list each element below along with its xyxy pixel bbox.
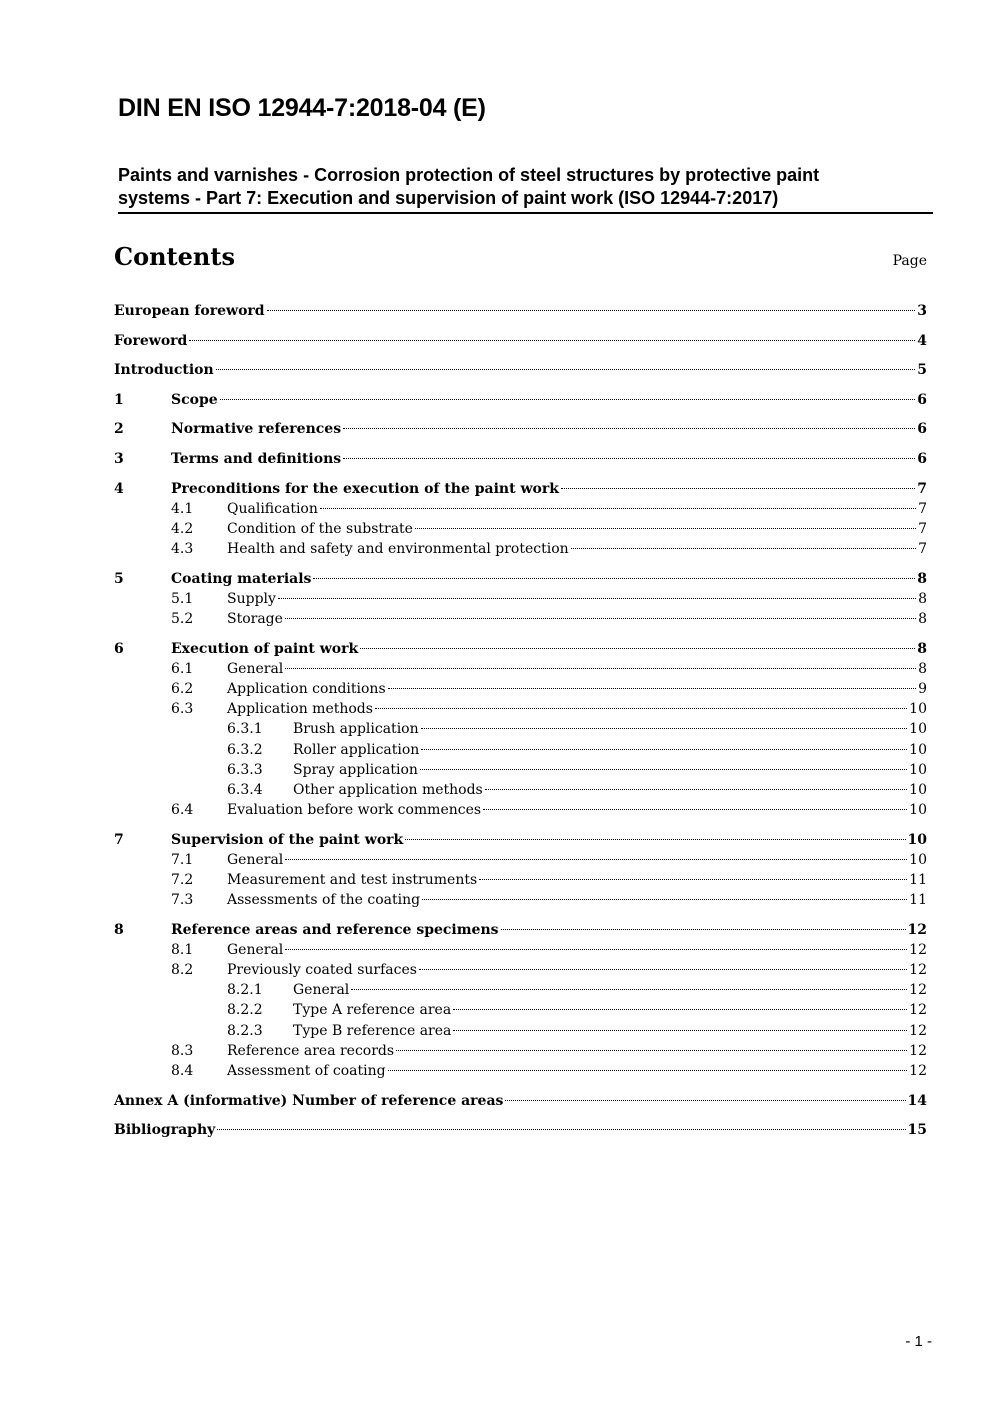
toc-entry-page: 8 — [918, 611, 927, 627]
toc-entry-page: 4 — [917, 333, 927, 349]
toc-entry[interactable] — [171, 609, 927, 629]
toc-entry-number: 3 — [114, 451, 124, 467]
toc-entry-page: 12 — [909, 962, 927, 978]
toc-entry[interactable] — [114, 360, 927, 380]
toc-entry-title: Supervision of the paint work — [171, 832, 404, 848]
toc-entry[interactable] — [171, 519, 927, 539]
toc-entry[interactable] — [114, 830, 927, 850]
toc-entry-page: 10 — [909, 701, 927, 717]
toc-entry-number: 5.1 — [171, 591, 194, 607]
toc-dot-leader — [485, 788, 907, 790]
toc-entry-page: 10 — [909, 852, 927, 868]
toc-entry-page: 7 — [918, 501, 927, 517]
toc-entry[interactable] — [227, 760, 927, 780]
toc-entry[interactable] — [171, 960, 927, 980]
toc-dot-leader — [351, 988, 907, 990]
toc-dot-leader — [422, 898, 907, 900]
toc-dot-leader — [343, 427, 915, 429]
toc-dot-leader — [420, 768, 907, 770]
toc-entry-title: Brush application — [293, 721, 419, 737]
page-number-footer: - 1 - — [905, 1333, 932, 1350]
toc-entry-title: Scope — [171, 392, 218, 408]
toc-entry-number: 2 — [114, 421, 124, 437]
toc-dot-leader — [483, 808, 907, 810]
toc-dot-leader — [388, 1069, 908, 1071]
toc-entry-number: 6.1 — [171, 661, 194, 677]
toc-entry[interactable] — [171, 539, 927, 559]
toc-entry-title: General — [227, 661, 284, 677]
toc-entry-title: Introduction — [114, 362, 214, 378]
toc-entry-title: Terms and definitions — [171, 451, 342, 467]
toc-dot-leader — [415, 527, 916, 529]
toc-entry-title: Reference areas and reference specimens — [171, 922, 499, 938]
toc-dot-leader — [285, 617, 916, 619]
toc-entry-number: 6.3.1 — [227, 721, 263, 737]
toc-entry-number: 7.3 — [171, 892, 194, 908]
toc-dot-leader — [220, 398, 916, 400]
toc-entry-page: 12 — [909, 942, 927, 958]
toc-entry[interactable] — [171, 890, 927, 910]
toc-entry-number: 8.2.1 — [227, 982, 263, 998]
toc-entry-title: Annex A (informative) Number of reference areas — [114, 1093, 504, 1109]
toc-entry-title: Health and safety and environmental protection — [227, 541, 569, 557]
toc-entry[interactable] — [171, 659, 927, 679]
toc-entry[interactable] — [171, 800, 927, 820]
toc-entry[interactable] — [227, 980, 927, 1000]
toc-entry[interactable] — [171, 870, 927, 890]
toc-entry-title: Condition of the substrate — [227, 521, 413, 537]
toc-dot-leader — [216, 368, 916, 370]
toc-entry-number: 7 — [114, 832, 124, 848]
toc-entry-number: 6 — [114, 641, 124, 657]
toc-entry-number: 6.3.2 — [227, 742, 263, 758]
toc-dot-leader — [571, 547, 916, 549]
toc-dot-leader — [505, 1099, 905, 1101]
toc-entry-title: Execution of paint work — [171, 641, 359, 657]
toc-entry-title: Application methods — [227, 701, 373, 717]
toc-entry-page: 12 — [909, 1023, 927, 1039]
toc-entry[interactable] — [171, 1061, 927, 1081]
toc-entry-number: 6.3 — [171, 701, 194, 717]
toc-entry[interactable] — [171, 679, 927, 699]
toc-entry-number: 6.3.3 — [227, 762, 263, 778]
page-column-label: Page — [892, 253, 927, 269]
toc-entry-number: 4.3 — [171, 541, 194, 557]
toc-dot-leader — [285, 667, 916, 669]
toc-entry[interactable] — [114, 331, 927, 351]
toc-entry-title: General — [293, 982, 350, 998]
toc-entry-number: 7.1 — [171, 852, 194, 868]
toc-dot-leader — [453, 1008, 907, 1010]
toc-entry-number: 8.2.2 — [227, 1002, 263, 1018]
toc-entry[interactable] — [227, 719, 927, 739]
toc-entry-title: Evaluation before work commences — [227, 802, 482, 818]
toc-entry-page: 6 — [917, 392, 927, 408]
toc-entry-page: 3 — [917, 303, 927, 319]
toc-entry[interactable] — [114, 920, 927, 940]
toc-entry-page: 12 — [909, 982, 927, 998]
toc-entry-page: 10 — [909, 762, 927, 778]
toc-entry-page: 11 — [909, 892, 927, 908]
contents-heading: Contents — [114, 242, 235, 271]
toc-entry[interactable] — [114, 1120, 927, 1140]
subtitle-line-1: Paints and varnishes - Corrosion protection of steel structures by protective paint — [118, 165, 820, 185]
toc-entry-title: Preconditions for the execution of the paint work — [171, 481, 559, 497]
toc-entry-number: 8.2.3 — [227, 1023, 263, 1039]
toc-entry-number: 8.2 — [171, 962, 194, 978]
subtitle-line-2: systems - Part 7: Execution and supervision of paint work (ISO 12944-7:2017) — [118, 188, 779, 208]
toc-entry-title: Roller application — [293, 742, 420, 758]
toc-entry-title: Type A reference area — [293, 1002, 452, 1018]
toc-dot-leader — [453, 1029, 907, 1031]
toc-entry-number: 1 — [114, 392, 124, 408]
toc-dot-leader — [285, 948, 907, 950]
toc-dot-leader — [320, 507, 916, 509]
toc-entry-page: 10 — [909, 742, 927, 758]
toc-dot-leader — [561, 487, 915, 489]
toc-entry[interactable] — [114, 419, 927, 439]
toc-dot-leader — [419, 968, 907, 970]
toc-dot-leader — [421, 748, 907, 750]
toc-entry-title: General — [227, 852, 284, 868]
toc-entry-page: 10 — [909, 721, 927, 737]
toc-dot-leader — [405, 838, 905, 840]
toc-entry[interactable] — [114, 390, 927, 410]
toc-entry-number: 4 — [114, 481, 124, 497]
toc-entry[interactable] — [171, 699, 927, 719]
toc-dot-leader — [313, 577, 915, 579]
toc-dot-leader — [360, 647, 915, 649]
toc-entry[interactable] — [227, 740, 927, 760]
toc-entry-title: Foreword — [114, 333, 188, 349]
toc-entry-title: Measurement and test instruments — [227, 872, 478, 888]
toc-entry-title: Storage — [227, 611, 283, 627]
toc-entry-number: 6.4 — [171, 802, 194, 818]
toc-entry-page: 10 — [909, 802, 927, 818]
toc-entry[interactable] — [171, 589, 927, 609]
toc-entry[interactable] — [227, 1000, 927, 1020]
toc-dot-leader — [217, 1128, 905, 1130]
toc-entry[interactable] — [114, 639, 927, 659]
toc-dot-leader — [189, 339, 915, 341]
toc-dot-leader — [501, 928, 906, 930]
toc-entry-title: Reference area records — [227, 1043, 395, 1059]
toc-entry-title: Normative references — [171, 421, 342, 437]
toc-entry-page: 12 — [907, 922, 927, 938]
toc-entry-number: 8 — [114, 922, 124, 938]
toc-entry-title: European foreword — [114, 303, 265, 319]
toc-entry-number: 7.2 — [171, 872, 194, 888]
toc-entry-title: Qualification — [227, 501, 318, 517]
toc-entry[interactable] — [171, 499, 927, 519]
toc-entry-page: 7 — [918, 541, 927, 557]
toc-entry[interactable] — [171, 940, 927, 960]
toc-dot-leader — [375, 707, 907, 709]
toc-entry-title: Coating materials — [171, 571, 312, 587]
toc-entry-page: 8 — [917, 641, 927, 657]
toc-entry-number: 8.1 — [171, 942, 194, 958]
toc-entry-title: Other application methods — [293, 782, 483, 798]
toc-entry-number: 8.3 — [171, 1043, 194, 1059]
toc-entry-page: 12 — [909, 1002, 927, 1018]
toc-dot-leader — [479, 878, 907, 880]
toc-entry-number: 8.4 — [171, 1063, 194, 1079]
toc-entry-page: 7 — [917, 481, 927, 497]
toc-entry[interactable] — [114, 449, 927, 469]
toc-entry-title: Assessment of coating — [227, 1063, 386, 1079]
toc-entry[interactable] — [114, 1091, 927, 1111]
toc-entry-page: 5 — [917, 362, 927, 378]
toc-entry[interactable] — [114, 301, 927, 321]
toc-entry-page: 8 — [918, 661, 927, 677]
toc-entry-page: 6 — [917, 421, 927, 437]
toc-entry-page: 9 — [918, 681, 927, 697]
toc-entry-page: 8 — [917, 571, 927, 587]
toc-entry-page: 11 — [909, 872, 927, 888]
toc-entry-number: 4.2 — [171, 521, 194, 537]
toc-entry-page: 6 — [917, 451, 927, 467]
toc-entry-number: 4.1 — [171, 501, 194, 517]
toc-entry-number: 5.2 — [171, 611, 194, 627]
toc-dot-leader — [343, 457, 915, 459]
toc-entry-page: 10 — [909, 782, 927, 798]
toc-entry-title: Supply — [227, 591, 276, 607]
toc-entry-title: Previously coated surfaces — [227, 962, 417, 978]
toc-entry[interactable] — [171, 1041, 927, 1061]
toc-entry[interactable] — [227, 1021, 927, 1041]
toc-entry-page: 14 — [907, 1093, 927, 1109]
document-id: DIN EN ISO 12944-7:2018-04 (E) — [118, 94, 486, 122]
toc-dot-leader — [388, 687, 916, 689]
toc-entry-page: 10 — [907, 832, 927, 848]
toc-entry-number: 6.2 — [171, 681, 194, 697]
toc-entry-title: Type B reference area — [293, 1023, 452, 1039]
toc-dot-leader — [285, 858, 907, 860]
toc-entry[interactable] — [114, 479, 927, 499]
toc-entry-number: 6.3.4 — [227, 782, 263, 798]
toc-entry[interactable] — [227, 780, 927, 800]
toc-entry-title: Application conditions — [227, 681, 386, 697]
toc-entry-page: 7 — [918, 521, 927, 537]
toc-dot-leader — [396, 1049, 907, 1051]
toc-entry-page: 12 — [909, 1063, 927, 1079]
toc-entry-title: General — [227, 942, 284, 958]
toc-entry[interactable] — [114, 569, 927, 589]
toc-entry-title: Assessments of the coating — [227, 892, 421, 908]
toc-entry-title: Bibliography — [114, 1122, 216, 1138]
toc-entry-page: 15 — [907, 1122, 927, 1138]
toc-dot-leader — [267, 309, 916, 311]
toc-entry-number: 5 — [114, 571, 124, 587]
toc-dot-leader — [278, 597, 916, 599]
toc-entry-page: 8 — [918, 591, 927, 607]
toc-entry[interactable] — [171, 850, 927, 870]
toc-entry-title: Spray application — [293, 762, 418, 778]
toc-dot-leader — [421, 727, 908, 729]
toc-entry-page: 12 — [909, 1043, 927, 1059]
